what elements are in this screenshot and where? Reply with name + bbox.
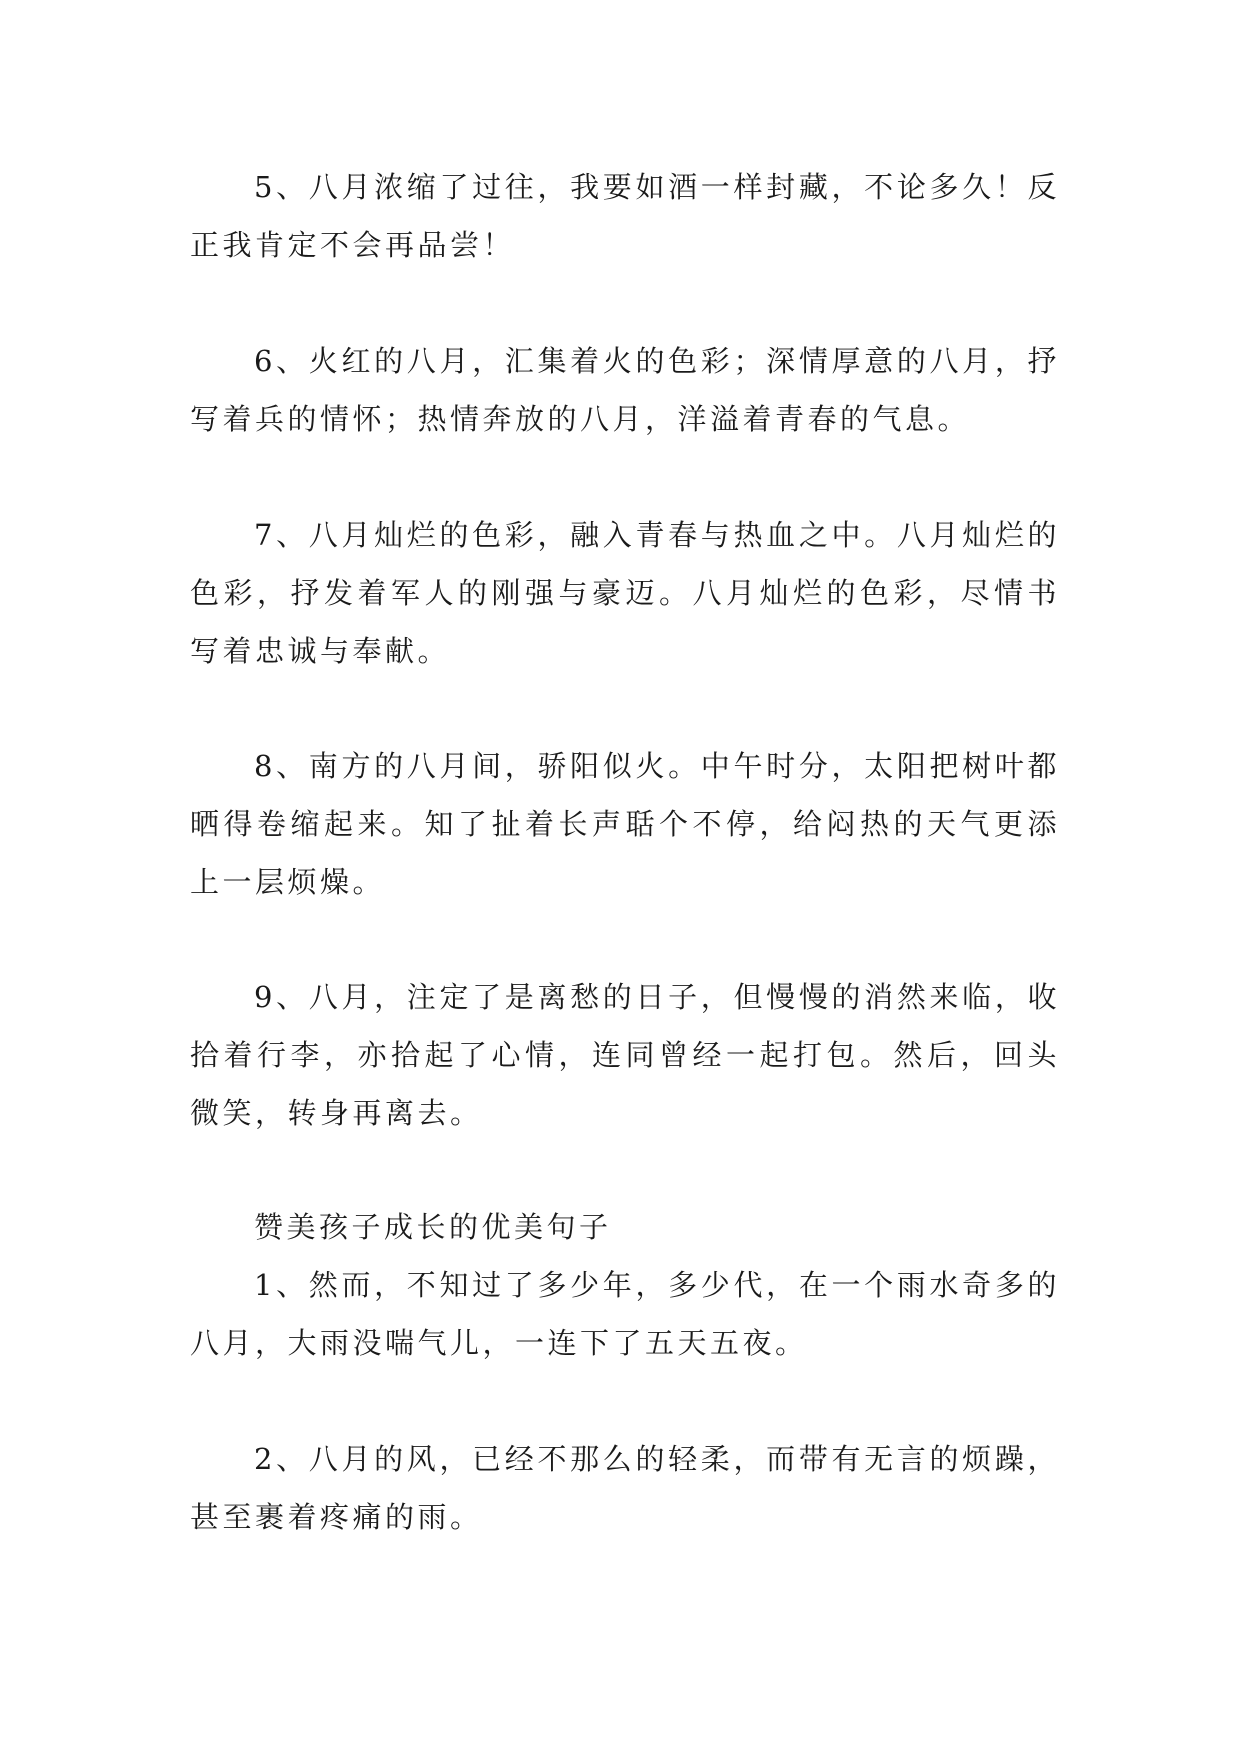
paragraph-5: 5、八月浓缩了过往，我要如酒一样封藏，不论多久！反正我肯定不会再品尝！ (190, 170, 1060, 262)
section-heading: 赞美孩子成长的优美句子 (254, 1210, 612, 1244)
paragraph-7: 7、八月灿烂的色彩，融入青春与热血之中。八月灿烂的色彩，抒发着军人的刚强与豪迈。八月灿烂的色彩，尽情书写着忠诚与奉献。 (190, 518, 1060, 668)
section-paragraph-2: 2、八月的风，已经不那么的轻柔，而带有无言的烦躁，甚至裹着疼痛的雨。 (190, 1442, 1060, 1534)
paragraph-8: 8、南方的八月间，骄阳似火。中午时分，太阳把树叶都晒得卷缩起来。知了扯着长声聒个不停，给闷热的天气更添上一层烦燥。 (190, 749, 1060, 899)
paragraph-6: 6、火红的八月，汇集着火的色彩；深情厚意的八月，抒写着兵的情怀；热情奔放的八月，洋溢着青春的气息。 (190, 344, 1060, 436)
paragraph-9: 9、八月，注定了是离愁的日子，但慢慢的消然来临，收拾着行李，亦拾起了心情，连同曾经一起打包。然后，回头微笑，转身再离去。 (190, 980, 1060, 1130)
section-paragraph-1: 1、然而，不知过了多少年，多少代，在一个雨水奇多的八月，大雨没喘气儿，一连下了五天五夜。 (190, 1268, 1060, 1360)
